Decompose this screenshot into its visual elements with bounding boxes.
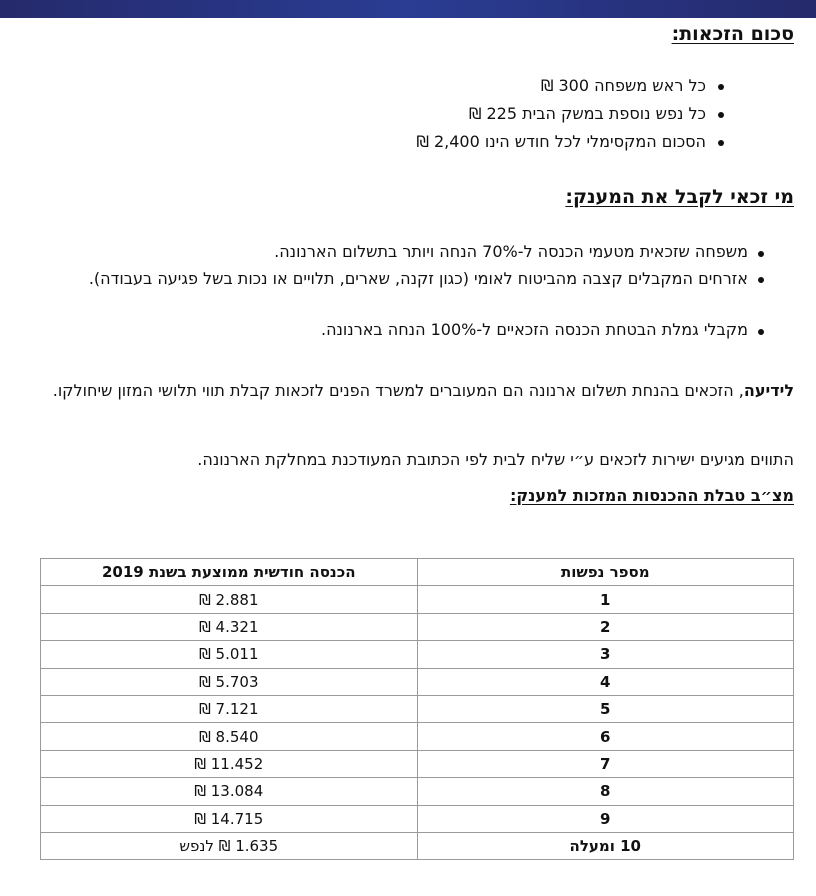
cell-souls: 5	[417, 695, 793, 722]
cell-income: 4.321 ₪	[41, 613, 418, 640]
cell-income: 11.452 ₪	[41, 750, 418, 777]
amount-list	[0, 74, 816, 158]
notice-paragraph	[14, 378, 794, 403]
bullet-icon	[718, 84, 724, 90]
bullet-icon	[758, 329, 764, 335]
list-item: כל נפש נוספת במשק הבית 225 ₪	[0, 102, 816, 130]
notice-lead: לידיעה	[743, 381, 794, 400]
section-title-eligibility: מי זכאי לקבל את המענק:	[565, 186, 794, 208]
notice-text: , הזכאים בהנחת תשלום ארנונה הם המעוברים למשרד הפנים לזכאות קבלת תווי תלושי המזון שיחולקו.	[52, 381, 744, 400]
cell-income: 13.084 ₪	[41, 778, 418, 805]
cell-souls: 6	[417, 723, 793, 750]
income-table	[40, 558, 794, 860]
table-row	[41, 668, 794, 695]
section-title-amount: סכום הזכאות:	[671, 23, 794, 45]
cell-income: 5.703 ₪	[41, 668, 418, 695]
table-row	[41, 695, 794, 722]
bullet-icon	[718, 112, 724, 118]
table-row	[41, 805, 794, 832]
section-title-table: מצ״ב טבלת ההכנסות המזכות למענק:	[509, 486, 794, 505]
cell-souls: 3	[417, 641, 793, 668]
cell-income: 7.121 ₪	[41, 695, 418, 722]
cell-income: 1.635 ₪ לנפש	[41, 832, 418, 859]
cell-souls: 10 ומעלה	[417, 832, 793, 859]
cell-income: 14.715 ₪	[41, 805, 418, 832]
table-row	[41, 586, 794, 613]
cell-income: 8.540 ₪	[41, 723, 418, 750]
cell-souls: 8	[417, 778, 793, 805]
delivery-note: התווים מגיעים ישירות לזכאים ע״י שליח לבית לפי הכתובת המעודכנת במחלקת הארנונה.	[197, 450, 794, 469]
header-income: הכנסה חודשית ממוצעת בשנת 2019	[41, 559, 418, 586]
bullet-icon	[758, 277, 764, 283]
cell-income: 5.011 ₪	[41, 641, 418, 668]
bullet-icon	[718, 140, 724, 146]
list-item: מקבלי גמלת הבטחת הכנסה הזכאיים ל-100% הנחה בארנונה.	[0, 318, 816, 344]
bullet-icon	[758, 251, 764, 257]
list-item: כל ראש משפחה 300 ₪	[0, 74, 816, 102]
table-row	[41, 723, 794, 750]
cell-souls: 7	[417, 750, 793, 777]
list-item: הסכום המקסימלי לכל חודש הינו 2,400 ₪	[0, 130, 816, 158]
table-row	[41, 750, 794, 777]
cell-souls: 9	[417, 805, 793, 832]
table-row	[41, 613, 794, 640]
list-item: משפחה שזכאית מטעמי הכנסה ל-70% הנחה ויותר בתשלום הארנונה.	[0, 240, 816, 266]
cell-souls: 1	[417, 586, 793, 613]
table-header-row	[41, 559, 794, 586]
cell-souls: 2	[417, 613, 793, 640]
list-item: אזרחים המקבלים קצבה מהביטוח לאומי (כגון זקנה, שארים, תלויים או נכות בשל פגיעה בעבודה).	[0, 266, 816, 318]
header-souls: מספר נפשות	[417, 559, 793, 586]
table-row	[41, 832, 794, 859]
cell-souls: 4	[417, 668, 793, 695]
table-row	[41, 641, 794, 668]
header-banner	[0, 0, 816, 18]
table-row	[41, 778, 794, 805]
eligibility-list	[0, 240, 816, 344]
cell-income: 2.881 ₪	[41, 586, 418, 613]
